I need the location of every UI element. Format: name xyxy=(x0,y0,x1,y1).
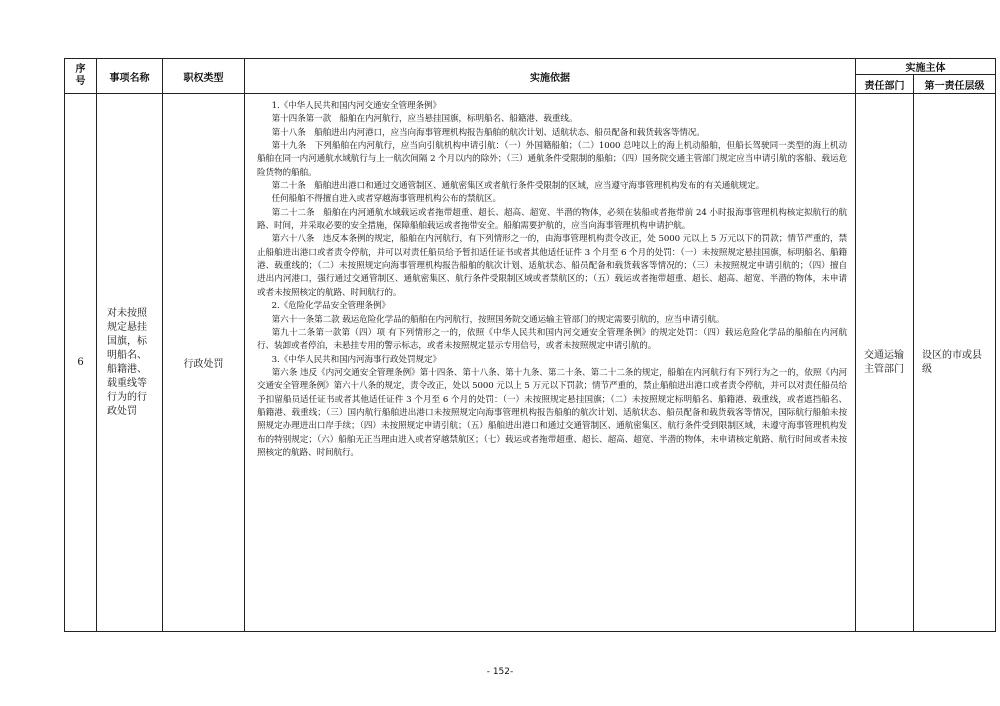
table-row xyxy=(65,94,996,632)
basis-paragraph: 第六条 违反《内河交通安全管理条例》第十四条、第十八条、第十九条、第二十条、第二十二条的规定，船舶在内河航行有下列行为之一的，依照《内河交通安全管理条例》第六十八条的规定，责令改正，处以 5000 元以上 5 万元以下罚款；情节严重的，禁止船舶进出港口或者责令停航，并可以对责任船员给予扣留船员适任证书或者其他适任证件 3 个月至 6 个月的处罚：（一）未按照规定悬挂国旗；（二）未按照规定标明船名、船籍港、载重线，或者遮挡船名、船籍港、载重线；（三）国内航行船舶进出港口未按照规定向海事管理机构报告船舶的航次计划、适航状态、船员配备和载货载客等情况，国际航行船舶未按照规定办理进出口岸手续；（四）未按照规定申请引航；（五）船舶进出港口和通过交通管制区、通航密集区、航行条件受到限制区域，未遵守海事管理机构发布的特别规定；（六）船舶无正当理由进入或者穿越禁航区；（七）载运或者拖带超重、超长、超高、超宽、半潜的物体，未申请核定航路、航行时间或者未按照核定的航路、时间航行。 xyxy=(257,367,847,458)
header-num xyxy=(65,59,97,94)
responsibility-level: 设区的市或县级 xyxy=(914,94,996,632)
basis-paragraph: 1.《中华人民共和国内河交通安全管理条例》 xyxy=(271,101,441,111)
basis-paragraph: 第六十八条 违反本条例的规定，船舶在内河航行，有下列情形之一的，由海事管理机构责令改正，处 5000 元以上 5 万元以下的罚款；情节严重的，禁止船舶进出港口或者责令停航，并可以对责任船员给予暂扣适任证书或者其他适任证件 3 个月至 6 个月的处罚：（一）未按照规定悬挂国旗，标明船名、船籍港、载重线的；（二）未按照规定向海事管理机构报告船舶的航次计划、适航状态、船员配备和载货载客等情况的；（三）未按照规定申请引航的；（四）擅自进出内河港口，强行通过交通管制区、通航密集区、航行条件受限制区域或者禁航区的；（五）载运或者拖带超重、超长、超高、超宽、半潜的物体，未申请或者未按照核定的航路、时间航行的。 xyxy=(257,234,847,298)
header-basis: 实施依据 xyxy=(245,59,856,94)
responsible-department: 交通运输主管部门 xyxy=(856,94,914,632)
basis-paragraph: 第九十二条第一款第（四）项 有下列情形之一的，依照《中华人民共和国内河交通安全管理条例》的规定处罚：（四）载运危险化学品的船舶在内河航行、装卸或者停泊，未悬挂专用的警示标志，或者未按照规定显示专用信号，或者未按照规定申请引航的。 xyxy=(257,327,847,352)
basis-paragraph: 第十八条 船舶进出内河港口，应当向海事管理机构报告船舶的航次计划、适航状态、船员配备和载货载客等情况。 xyxy=(271,127,705,138)
basis-paragraph: 2.《危险化学品安全管理条例》 xyxy=(271,301,391,312)
basis-paragraph: 第六十一条第二款 载运危险化学品的船舶在内河航行，按照国务院交通运输主管部门的规定需要引航的，应当申请引航。 xyxy=(271,314,725,325)
header-name: 事项名称 xyxy=(97,59,163,94)
power-type: 行政处罚 xyxy=(163,94,245,632)
header-level: 第一责任层级 xyxy=(914,75,996,94)
item-name: 对未按照规定悬挂国旗，标明船名、船籍港、载重线等行为的行政处罚 xyxy=(97,94,163,632)
header-type: 职权类型 xyxy=(163,59,245,94)
basis-paragraph: 第二十二条 船舶在内河通航水域载运或者拖带超重、超长、超高、超宽、半潜的物体，必须在装船或者拖带前 24 小时报海事管理机构核定拟航行的航路、时间，并采取必要的安全措施，保障船舶载运或者拖带安全。船舶需要护航的，应当向海事管理机构申请护航。 xyxy=(257,207,847,232)
header-subject: 实施主体 xyxy=(856,59,996,75)
header-dept: 责任部门 xyxy=(856,75,914,94)
legal-basis xyxy=(245,94,856,632)
basis-paragraph: 第十九条 下列船舶在内河航行，应当向引航机构申请引航：（一）外国籍船舶；（二）1000 总吨以上的海上机动船舶，但船长驾驶同一类型的海上机动船舶在同一内河通航水域航行与上一航次间隔 2 个月以内的除外；（三）通航条件受限制的船舶；（四）国务院交通主管部门规定应当申请引航的客船、载运危险货物的船舶。 xyxy=(257,141,847,178)
header-num-text: 序号 xyxy=(75,64,86,87)
page-number: - 152- xyxy=(486,667,514,677)
basis-paragraph: 任何船舶不得擅自进入或者穿越海事管理机构公布的禁航区。 xyxy=(271,194,501,205)
enforcement-table xyxy=(64,58,996,632)
basis-paragraph: 3.《中华人民共和国内河海事行政处罚规定》 xyxy=(271,354,441,365)
basis-paragraph: 第二十条 船舶进出港口和通过交通管制区、通航密集区或者航行条件受限制的区域，应当遵守海事管理机构发布的有关通航规定。 xyxy=(271,181,765,192)
row-number: 6 xyxy=(65,94,97,632)
basis-paragraph: 第十四条第一款 船舶在内河航行，应当悬挂国旗，标明船名、船籍港、载重线。 xyxy=(271,114,578,125)
